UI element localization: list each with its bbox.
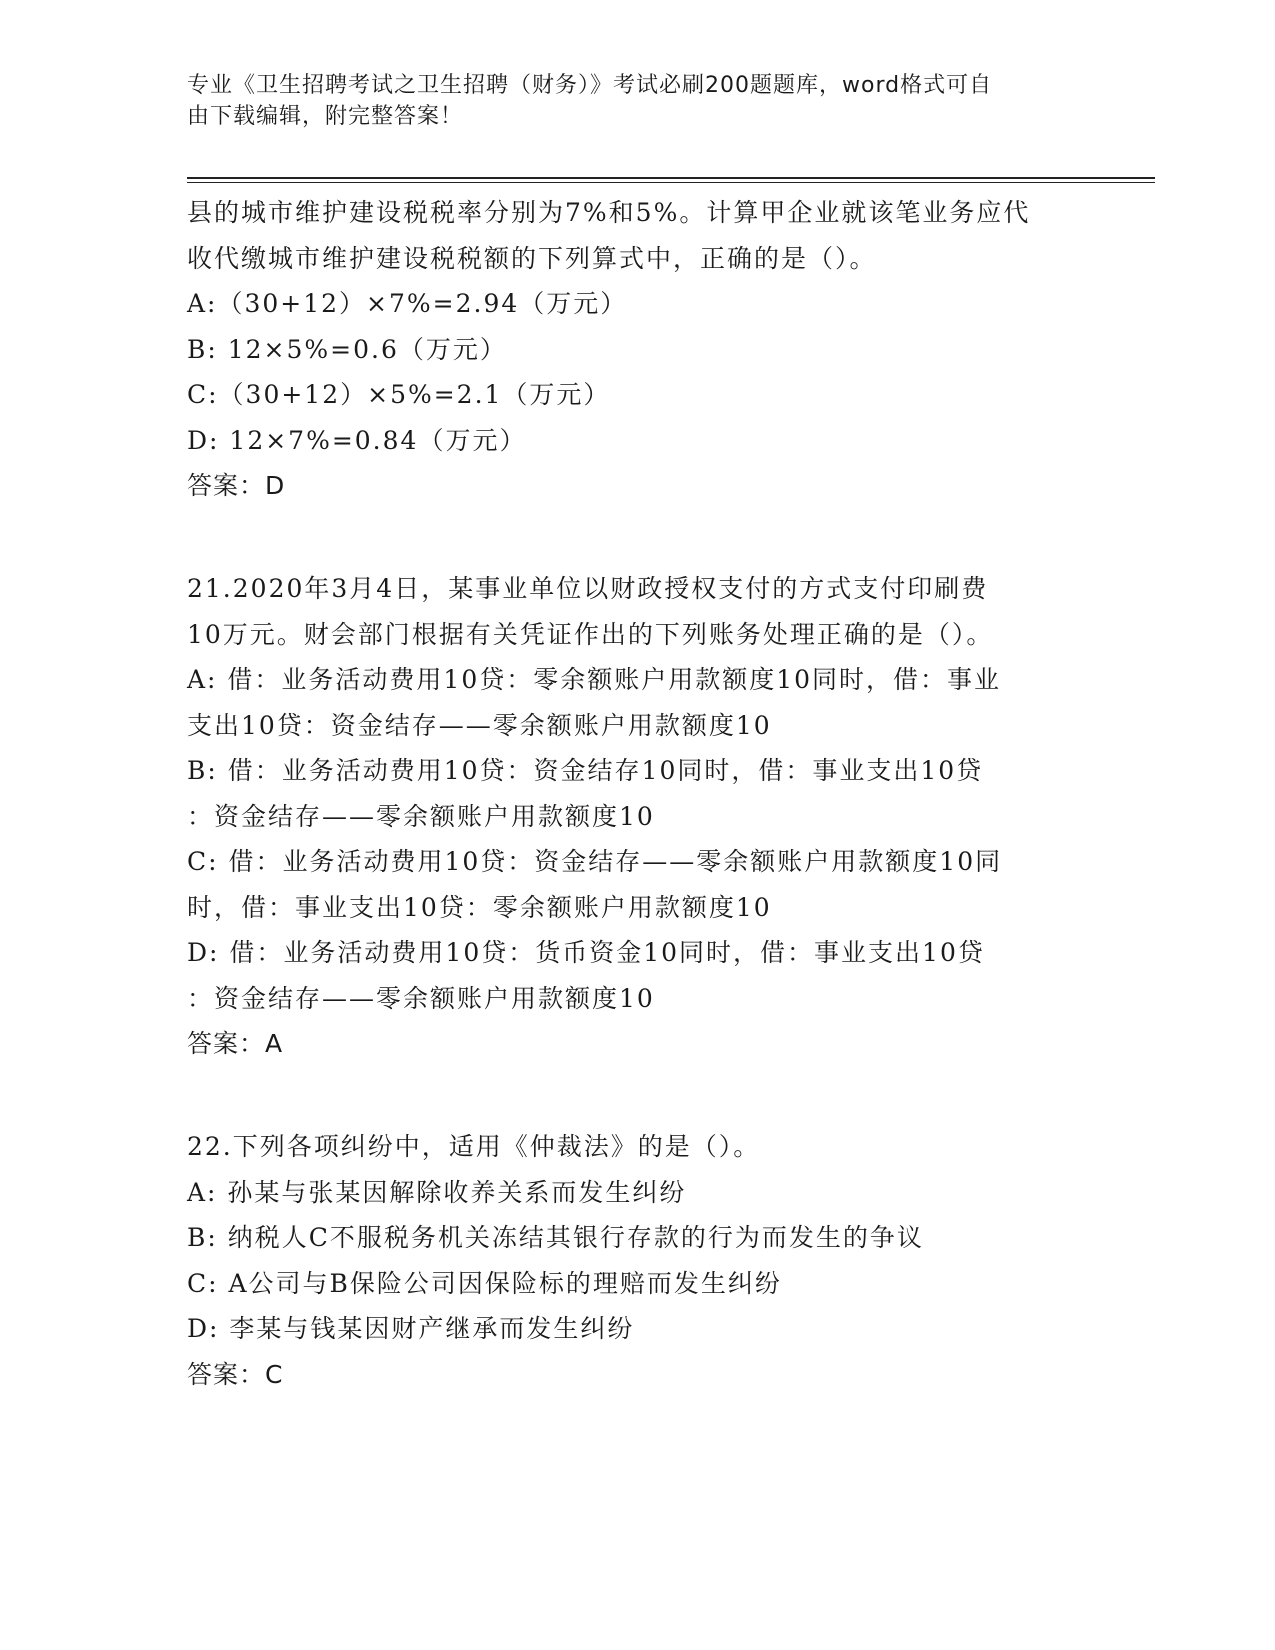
option-d: D: 12×7%=0.84（万元） [187,425,527,455]
option-b: B: 借：业务活动费用10贷：资金结存10同时，借：事业支出10贷 [187,756,984,785]
answer: 答案：A [187,1029,284,1058]
option-b-continued: ：资金结存——零余额账户用款额度10 [187,801,655,831]
header-line-2: 由下载编辑，附完整答案！ [187,104,464,129]
document-header [187,70,1067,132]
option-a: A: 孙某与张某因解除收养关系而发生纠纷 [187,1177,687,1207]
option-c: C: A公司与B保险公司因保险标的理赔而发生纠纷 [187,1268,782,1298]
option-c-continued: 时，借：事业支出10贷：零余额账户用款额度10 [187,892,772,922]
question-text: 21.2020年3月4日，某事业单位以财政授权支付的方式支付印刷费 [187,574,989,603]
option-d: D: 李某与钱某因财产继承而发生纠纷 [187,1314,635,1343]
option-a-continued: 支出10贷：资金结存——零余额账户用款额度10 [187,710,772,740]
question-text: 22.下列各项纠纷中，适用《仲裁法》的是（）。 [187,1132,761,1161]
option-d-continued: ：资金结存——零余额账户用款额度10 [187,983,655,1013]
question-22 [187,1124,1077,1397]
header-rule-thick [187,177,1155,179]
option-b: B: 12×5%=0.6（万元） [187,334,507,364]
option-a: A:（30+12）×7%=2.94（万元） [187,289,628,318]
document-body [187,190,1077,1397]
header-rule-thin [187,182,1155,183]
answer: 答案：C [187,1359,284,1389]
option-a: A: 借：业务活动费用10贷：零余额账户用款额度10同时，借：事业 [187,665,1002,694]
answer: 答案：D [187,471,286,500]
question-21 [187,566,1077,1067]
question-text: 县的城市维护建设税税率分别为7%和5%。计算甲企业就该笔业务应代 [187,198,1031,227]
header-line-1: 专业《卫生招聘考试之卫生招聘（财务）》考试必刷200题题库，word格式可自 [187,73,993,98]
question-20 [187,190,1077,509]
option-b: B: 纳税人C不服税务机关冻结其银行存款的行为而发生的争议 [187,1223,924,1252]
question-text: 收代缴城市维护建设税税额的下列算式中，正确的是（）。 [187,243,877,273]
option-c: C: 借：业务活动费用10贷：资金结存——零余额账户用款额度10同 [187,847,1003,876]
question-text: 10万元。财会部门根据有关凭证作出的下列账务处理正确的是（）。 [187,619,994,649]
option-c: C:（30+12）×5%=2.1（万元） [187,380,611,409]
option-d: D: 借：业务活动费用10贷：货币资金10同时，借：事业支出10贷 [187,938,985,967]
